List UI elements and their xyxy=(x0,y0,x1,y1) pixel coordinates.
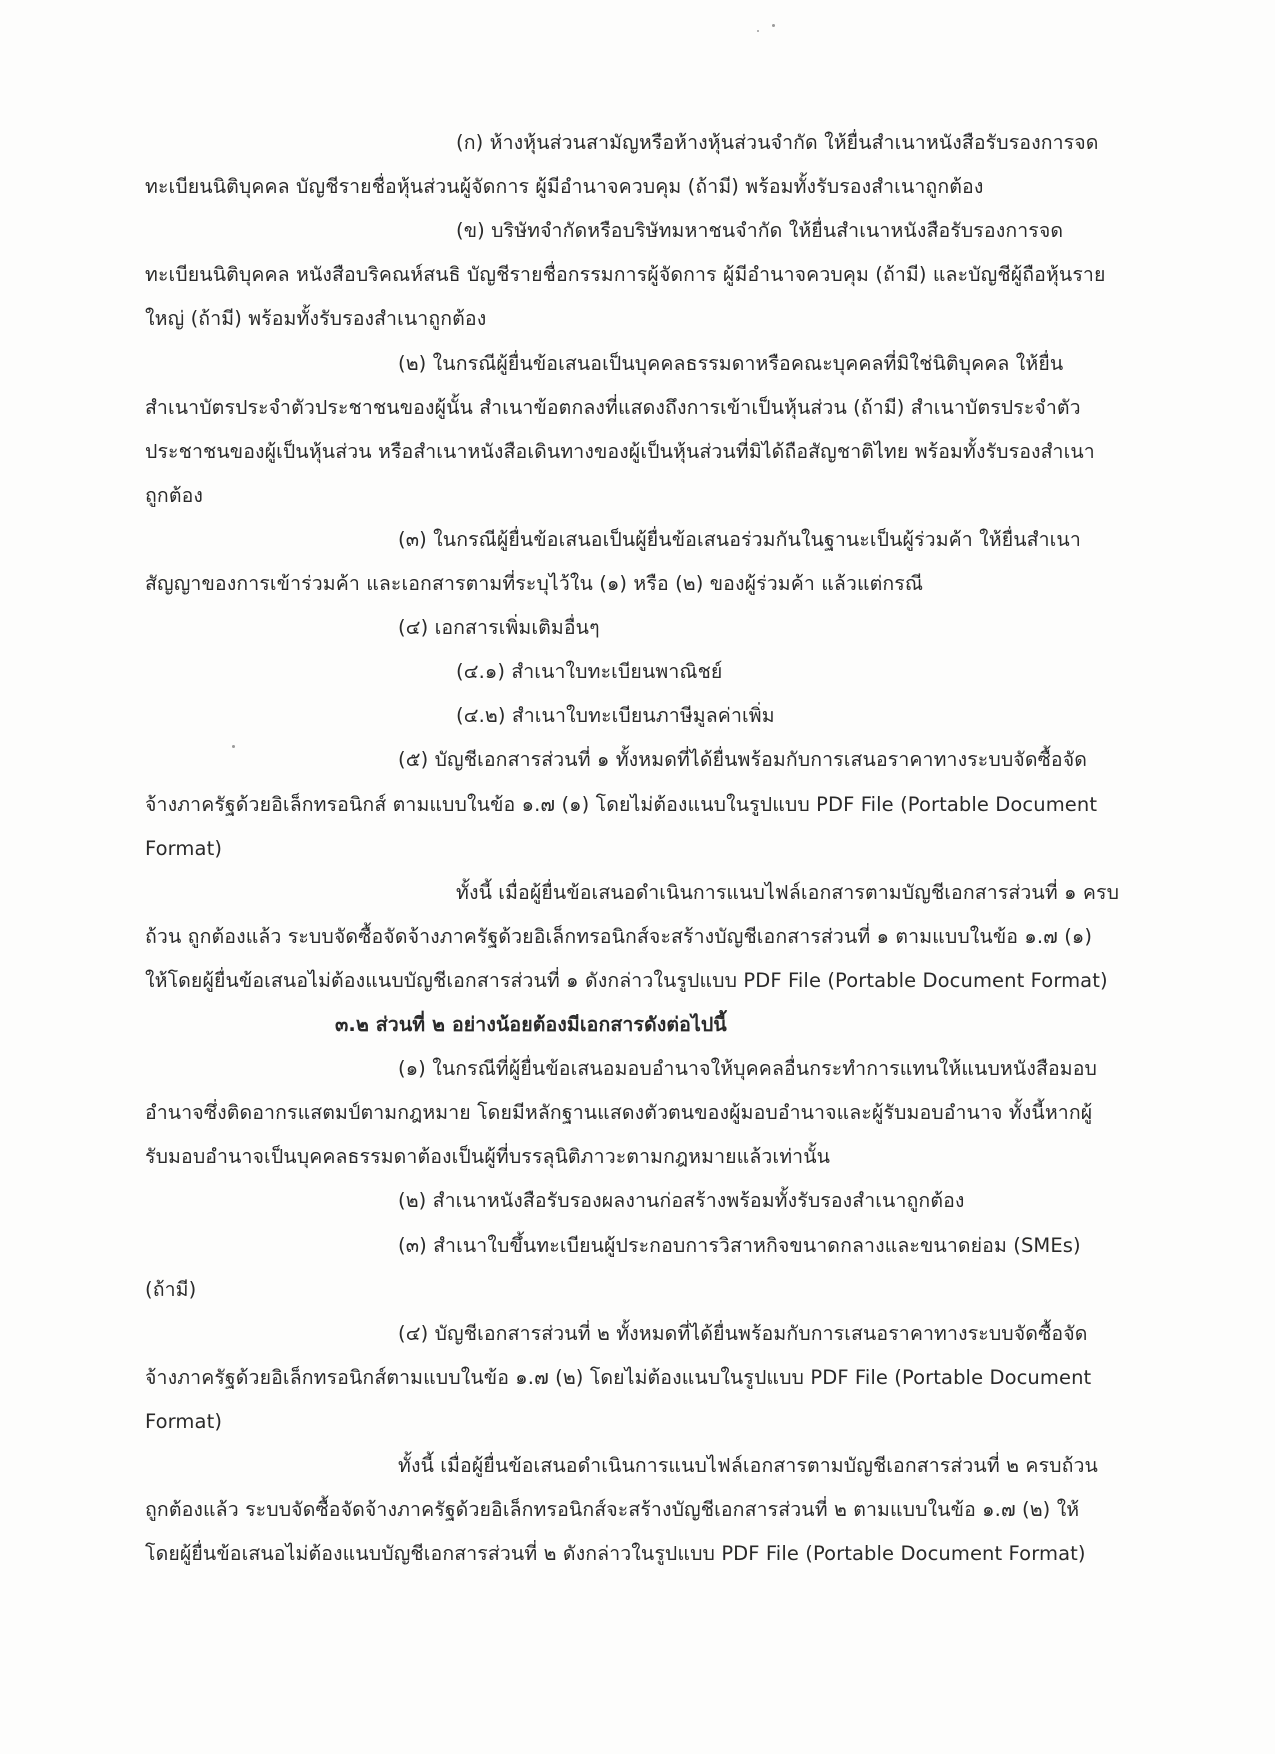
doc-line-2: ทะเบียนนิติบุคคล บัญชีรายชื่อหุ้นส่วนผู้จัดการ ผู้มีอำนาจควบคุม (ถ้ามี) พร้อมทั้งรับรองสำเนาถูกต้อง xyxy=(145,175,984,198)
doc-line-19: ถ้วน ถูกต้องแล้ว ระบบจัดซื้อจัดจ้างภาครัฐด้วยอิเล็กทรอนิกส์จะสร้างบัญชีเอกสารส่วนที่ ๑ ตามแบบในข้อ ๑.๗ (๑) xyxy=(145,925,1093,948)
doc-line-16: จ้างภาครัฐด้วยอิเล็กทรอนิกส์ ตามแบบในข้อ ๑.๗ (๑) โดยไม่ต้องแนบในรูปแบบ PDF File (Portable Document xyxy=(145,793,1098,816)
doc-line-13: (๔.๑) สำเนาใบทะเบียนพาณิชย์ xyxy=(456,660,723,683)
doc-line-32: ถูกต้องแล้ว ระบบจัดซื้อจัดจ้างภาครัฐด้วยอิเล็กทรอนิกส์จะสร้างบัญชีเอกสารส่วนที่ ๒ ตามแบบในข้อ ๑.๗ (๒) ให้ xyxy=(145,1498,1080,1521)
section-heading-3-2: ๓.๒ ส่วนที่ ๒ อย่างน้อยต้องมีเอกสารดังต่อไปนี้ xyxy=(335,1013,727,1036)
doc-line-29: จ้างภาครัฐด้วยอิเล็กทรอนิกส์ตามแบบในข้อ ๑.๗ (๒) โดยไม่ต้องแนบในรูปแบบ PDF File (Portable Document xyxy=(145,1366,1092,1389)
doc-line-24: รับมอบอำนาจเป็นบุคคลธรรมดาต้องเป็นผู้ที่บรรลุนิติภาวะตามกฎหมายแล้วเท่านั้น xyxy=(145,1145,831,1168)
doc-line-33: โดยผู้ยื่นข้อเสนอไม่ต้องแนบบัญชีเอกสารส่วนที่ ๒ ดังกล่าวในรูปแบบ PDF File (Portable Document Format) xyxy=(145,1542,1086,1565)
doc-line-11: สัญญาของการเข้าร่วมค้า และเอกสารตามที่ระบุไว้ใน (๑) หรือ (๒) ของผู้ร่วมค้า แล้วแต่กรณี xyxy=(145,572,924,595)
doc-line-18: ทั้งนี้ เมื่อผู้ยื่นข้อเสนอดำเนินการแนบไฟล์เอกสารตามบัญชีเอกสารส่วนที่ ๑ ครบ xyxy=(456,881,1120,904)
doc-line-15: (๕) บัญชีเอกสารส่วนที่ ๑ ทั้งหมดที่ได้ยื่นพร้อมกับการเสนอราคาทางระบบจัดซื้อจัด xyxy=(398,748,1088,771)
scan-speck xyxy=(772,24,775,27)
doc-line-23: อำนาจซึ่งติดอากรแสตมป์ตามกฎหมาย โดยมีหลักฐานแสดงตัวตนของผู้มอบอำนาจและผู้รับมอบอำนาจ ทั้งนี้หากผู้ xyxy=(145,1101,1093,1124)
scan-speck xyxy=(232,745,235,748)
doc-line-5: ใหญ่ (ถ้ามี) พร้อมทั้งรับรองสำเนาถูกต้อง xyxy=(145,307,487,330)
doc-line-25: (๒) สำเนาหนังสือรับรองผลงานก่อสร้างพร้อมทั้งรับรองสำเนาถูกต้อง xyxy=(398,1189,965,1212)
doc-line-6: (๒) ในกรณีผู้ยื่นข้อเสนอเป็นบุคคลธรรมดาหรือคณะบุคคลที่มิใช่นิติบุคคล ให้ยื่น xyxy=(398,352,1064,375)
doc-line-10: (๓) ในกรณีผู้ยื่นข้อเสนอเป็นผู้ยื่นข้อเสนอร่วมกันในฐานะเป็นผู้ร่วมค้า ให้ยื่นสำเนา xyxy=(398,528,1081,551)
scan-speck xyxy=(757,30,759,32)
doc-line-27: (ถ้ามี) xyxy=(145,1278,197,1301)
doc-line-4: ทะเบียนนิติบุคคล หนังสือบริคณห์สนธิ บัญชีรายชื่อกรรมการผู้จัดการ ผู้มีอำนาจควบคุม (ถ้ามี) และบัญชีผู้ถือหุ้นราย xyxy=(145,263,1106,286)
doc-line-22: (๑) ในกรณีที่ผู้ยื่นข้อเสนอมอบอำนาจให้บุคคลอื่นกระทำการแทนให้แนบหนังสือมอบ xyxy=(398,1057,1097,1080)
doc-line-8: ประชาชนของผู้เป็นหุ้นส่วน หรือสำเนาหนังสือเดินทางของผู้เป็นหุ้นส่วนที่มิได้ถือสัญชาติไทย พร้อมทั้งรับรองสำเนา xyxy=(145,440,1095,463)
doc-line-12: (๔) เอกสารเพิ่มเติมอื่นๆ xyxy=(398,616,600,639)
doc-line-9: ถูกต้อง xyxy=(145,484,204,507)
doc-line-31: ทั้งนี้ เมื่อผู้ยื่นข้อเสนอดำเนินการแนบไฟล์เอกสารตามบัญชีเอกสารส่วนที่ ๒ ครบถ้วน xyxy=(398,1454,1098,1477)
doc-line-3: (ข) บริษัทจำกัดหรือบริษัทมหาชนจำกัด ให้ยื่นสำเนาหนังสือรับรองการจด xyxy=(456,219,1064,242)
doc-line-17: Format) xyxy=(145,837,223,860)
doc-line-14: (๔.๒) สำเนาใบทะเบียนภาษีมูลค่าเพิ่ม xyxy=(456,704,775,727)
doc-line-28: (๔) บัญชีเอกสารส่วนที่ ๒ ทั้งหมดที่ได้ยื่นพร้อมกับการเสนอราคาทางระบบจัดซื้อจัด xyxy=(398,1322,1088,1345)
doc-line-1: (ก) ห้างหุ้นส่วนสามัญหรือห้างหุ้นส่วนจำกัด ให้ยื่นสำเนาหนังสือรับรองการจด xyxy=(456,131,1099,154)
doc-line-30: Format) xyxy=(145,1410,223,1433)
doc-line-26: (๓) สำเนาใบขึ้นทะเบียนผู้ประกอบการวิสาหกิจขนาดกลางและขนาดย่อม (SMEs) xyxy=(398,1234,1081,1257)
doc-line-7: สำเนาบัตรประจำตัวประชาชนของผู้นั้น สำเนาข้อตกลงที่แสดงถึงการเข้าเป็นหุ้นส่วน (ถ้ามี) สำเนาบัตรประจำตัว xyxy=(145,396,1081,419)
doc-line-20: ให้โดยผู้ยื่นข้อเสนอไม่ต้องแนบบัญชีเอกสารส่วนที่ ๑ ดังกล่าวในรูปแบบ PDF File (Portable Document Format) xyxy=(145,969,1108,992)
